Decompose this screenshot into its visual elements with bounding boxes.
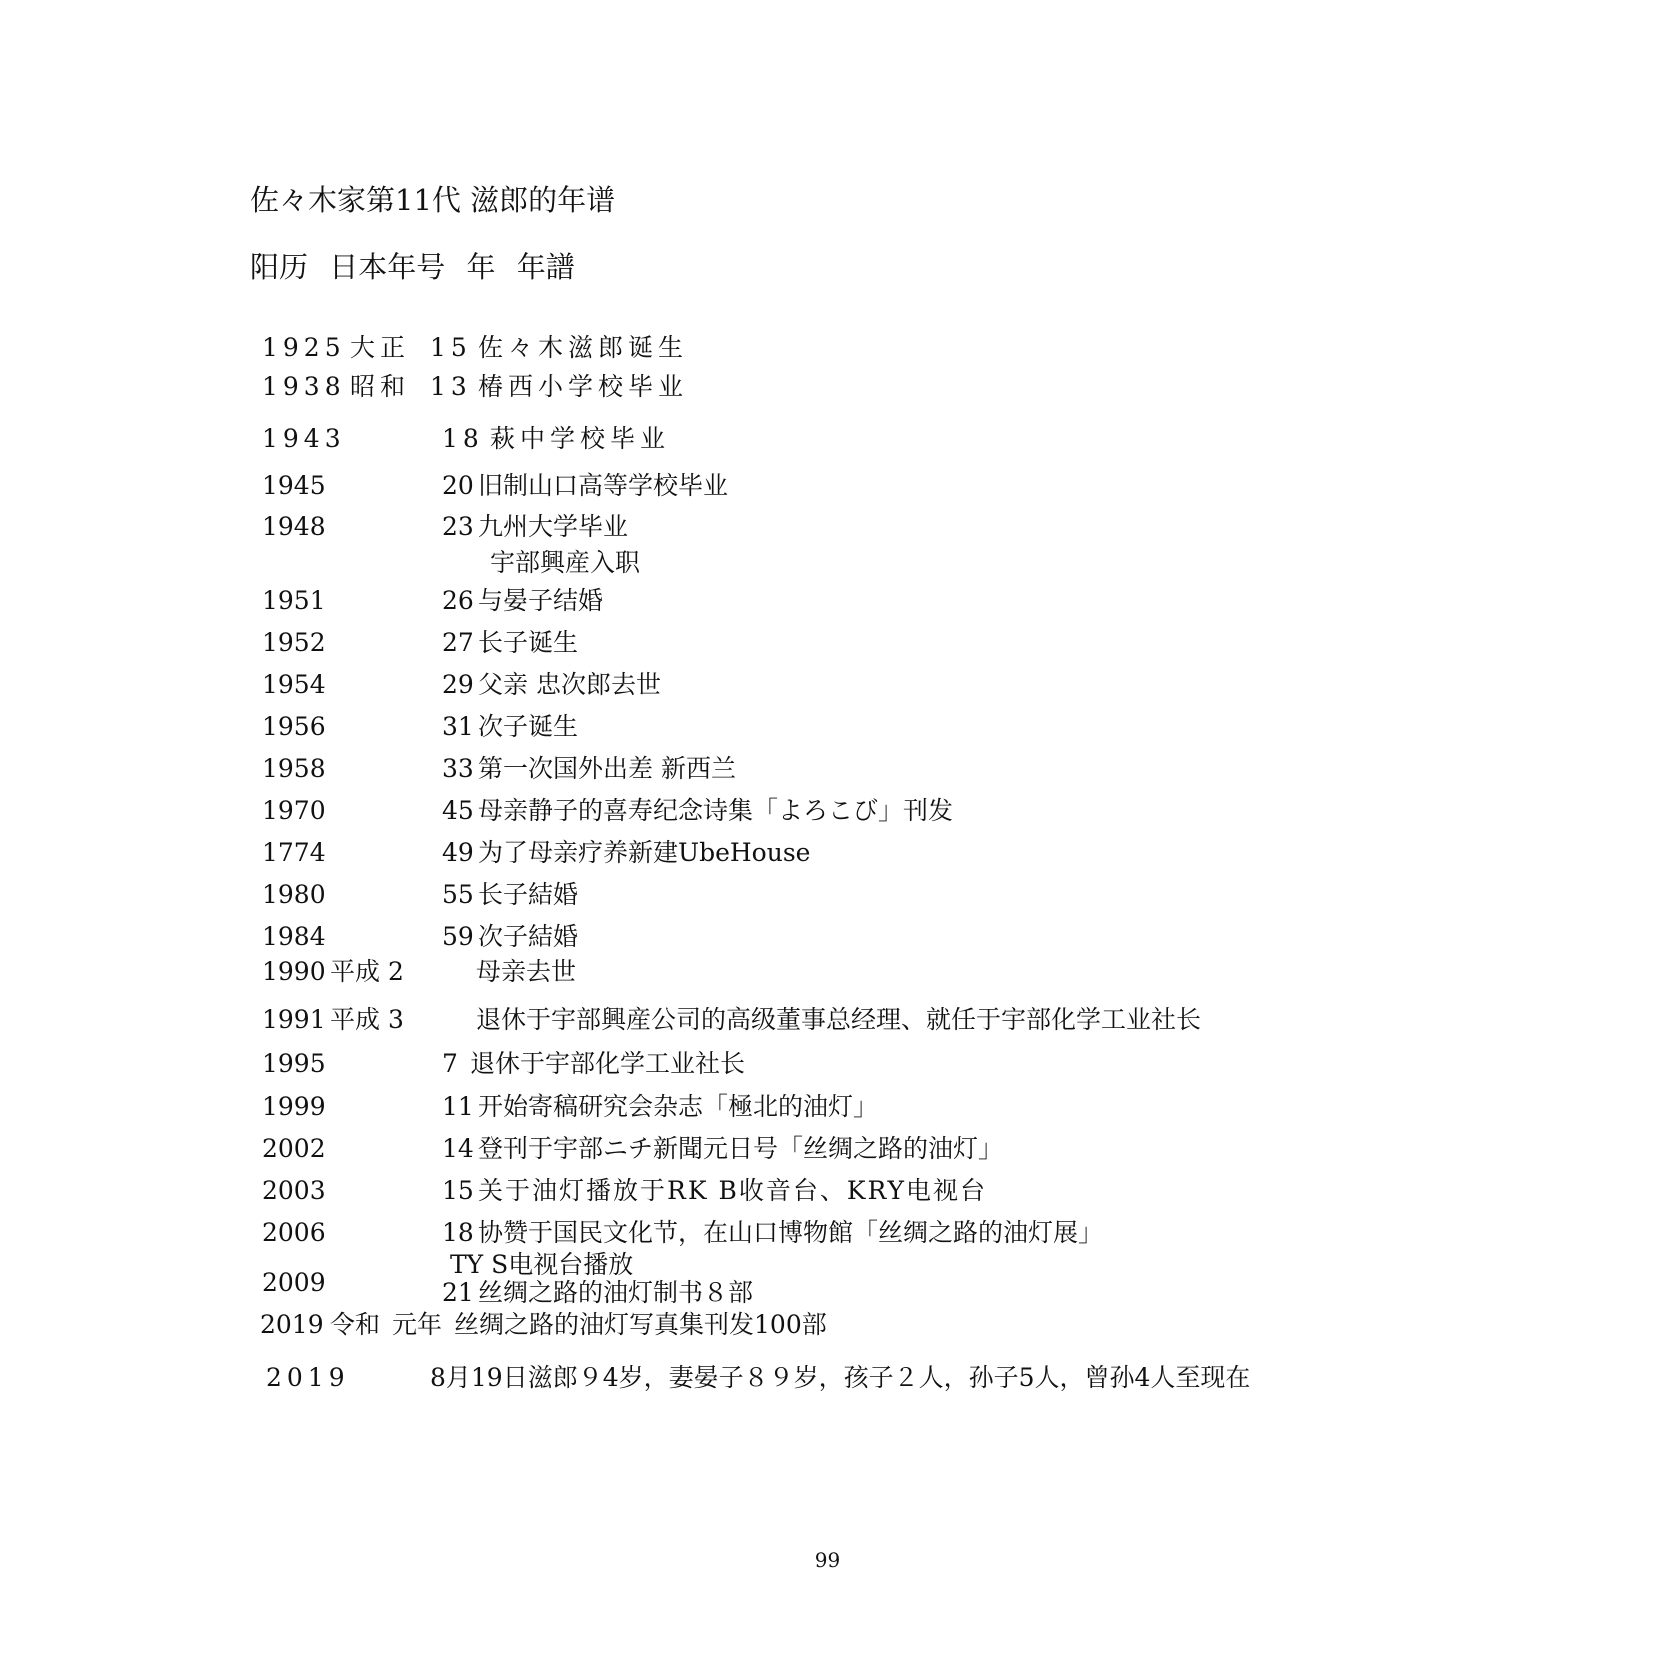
timeline-row (0, 1005, 1655, 1035)
row-age: 15 (430, 333, 472, 362)
row-event: 8月19日滋郎９4岁，妻晏子８９岁，孩子２人，孙子5人，曾孙4人至现在 (430, 1363, 1251, 1392)
timeline-row (0, 372, 1655, 402)
row-year: 1943 (262, 424, 346, 453)
row-year: 2003 (262, 1176, 326, 1205)
row-event: 关于油灯播放于RK B收音台、KRY电视台 (478, 1176, 988, 1205)
row-event: 丝绸之路的油灯制书８部 (478, 1278, 754, 1307)
row-year: 1958 (262, 754, 326, 783)
header-year: 阳历 (250, 250, 309, 284)
row-year: 1970 (262, 796, 326, 825)
row-age: 27 (442, 628, 474, 657)
row-year: 1948 (262, 512, 326, 541)
timeline-row (0, 670, 1655, 700)
row-event: 父亲 忠次郎去世 (478, 670, 661, 699)
header-age: 年 (466, 250, 496, 284)
row-age: 55 (442, 880, 474, 909)
row-age: 18 (442, 1218, 474, 1247)
row-year: 1999 (262, 1092, 326, 1121)
row-age: 11 (442, 1092, 474, 1121)
timeline-row (0, 471, 1655, 501)
row-year: 1980 (262, 880, 326, 909)
row-event: 登刊于宇部ニチ新聞元日号「丝绸之路的油灯」 (478, 1134, 1004, 1163)
row-year: 1951 (262, 586, 326, 615)
timeline-row (0, 796, 1655, 826)
row-event: 萩中学校毕业 (490, 424, 671, 453)
row-age: 14 (442, 1134, 474, 1163)
row-event: 与晏子结婚 (478, 586, 604, 615)
row-event: 长子诞生 (478, 628, 579, 657)
row-event: 旧制山口高等学校毕业 (478, 471, 729, 500)
page-title: 佐々木家第11代 滋郎的年谱 (250, 183, 616, 217)
timeline-row (0, 424, 1655, 454)
row-event-continuation: 宇部興産入职 (490, 548, 641, 577)
timeline-row (0, 512, 1655, 542)
row-year: 1952 (262, 628, 326, 657)
row-age: 13 (430, 372, 472, 401)
timeline-row (0, 712, 1655, 742)
row-event: 九州大学毕业 (478, 512, 629, 541)
row-era: 大正 (350, 333, 411, 362)
row-age: 59 (442, 922, 474, 951)
timeline-row (0, 1218, 1655, 1248)
row-event: 退休于宇部興産公司的高级董事总经理、就任于宇部化学工业社长 (476, 1005, 1202, 1034)
row-year: 1991 (262, 1005, 326, 1034)
row-event: 长子結婚 (478, 880, 579, 909)
timeline-row (0, 838, 1655, 868)
timeline-row (0, 1049, 1655, 1079)
row-year: 2002 (262, 1134, 326, 1163)
row-year: 1990 (262, 957, 326, 986)
row-event: 母亲去世 (476, 957, 577, 986)
row-age: 33 (442, 754, 474, 783)
row-age: 29 (442, 670, 474, 699)
row-year: 1995 (262, 1049, 326, 1078)
timeline-row (0, 586, 1655, 616)
timeline-row (0, 1092, 1655, 1122)
row-event: 佐々木滋郎诞生 (478, 333, 689, 362)
row-event: 第一次国外出差 新西兰 (478, 754, 736, 783)
header-era: 日本年号 (329, 250, 446, 284)
row-age: 45 (442, 796, 474, 825)
row-event: 为了母亲疗养新建UbeHouse (478, 838, 811, 867)
row-era: 平成 2 (330, 957, 404, 986)
timeline-row (0, 1176, 1655, 1206)
row-event: 退休于宇部化学工业社长 (470, 1049, 746, 1078)
row-age: 26 (442, 586, 474, 615)
row-year: 2009 (262, 1268, 326, 1297)
row-year: 1945 (262, 471, 326, 500)
page-number: 99 (814, 1548, 841, 1572)
row-age: 7 (442, 1049, 458, 1078)
row-age: 31 (442, 712, 474, 741)
row-era: 令和 (330, 1310, 381, 1339)
timeline-row (0, 1134, 1655, 1164)
row-age: 21 (442, 1278, 474, 1307)
row-age: 18 (442, 424, 484, 453)
row-age: 元年 (392, 1310, 443, 1339)
row-event-continuation: TY S电视台播放 (450, 1250, 634, 1279)
row-year: 2019 (260, 1310, 324, 1339)
row-event: 丝绸之路的油灯写真集刊发100部 (454, 1310, 827, 1339)
row-year: 1954 (262, 670, 326, 699)
timeline-row (0, 922, 1655, 952)
timeline-row (0, 1310, 1655, 1340)
timeline-row (0, 957, 1655, 987)
timeline-row (0, 628, 1655, 658)
row-era: 昭和 (350, 372, 411, 401)
row-year: 1774 (262, 838, 326, 867)
row-age: 49 (442, 838, 474, 867)
header-event: 年譜 (516, 250, 575, 284)
row-event: 次子诞生 (478, 712, 579, 741)
timeline-row (0, 1268, 1655, 1307)
row-year: 1938 (262, 372, 346, 401)
row-year: 1925 (262, 333, 346, 362)
row-year: 2019 (266, 1363, 350, 1392)
row-event: 椿西小学校毕业 (478, 372, 689, 401)
row-event: 次子結婚 (478, 922, 579, 951)
row-era: 平成 3 (330, 1005, 404, 1034)
timeline-row (0, 880, 1655, 910)
row-age: 15 (442, 1176, 474, 1205)
row-event: 开始寄稿研究会杂志「極北的油灯」 (478, 1092, 879, 1121)
timeline-row (0, 1363, 1655, 1393)
row-year: 2006 (262, 1218, 326, 1247)
row-year: 1984 (262, 922, 326, 951)
row-event: 母亲静子的喜寿纪念诗集「よろこび」刊发 (478, 796, 954, 825)
timeline-row (0, 333, 1655, 363)
row-year: 1956 (262, 712, 326, 741)
timeline-row (0, 754, 1655, 784)
row-age: 20 (442, 471, 474, 500)
row-age: 23 (442, 512, 474, 541)
row-event: 协赞于国民文化节，在山口博物館「丝绸之路的油灯展」 (478, 1218, 1104, 1247)
